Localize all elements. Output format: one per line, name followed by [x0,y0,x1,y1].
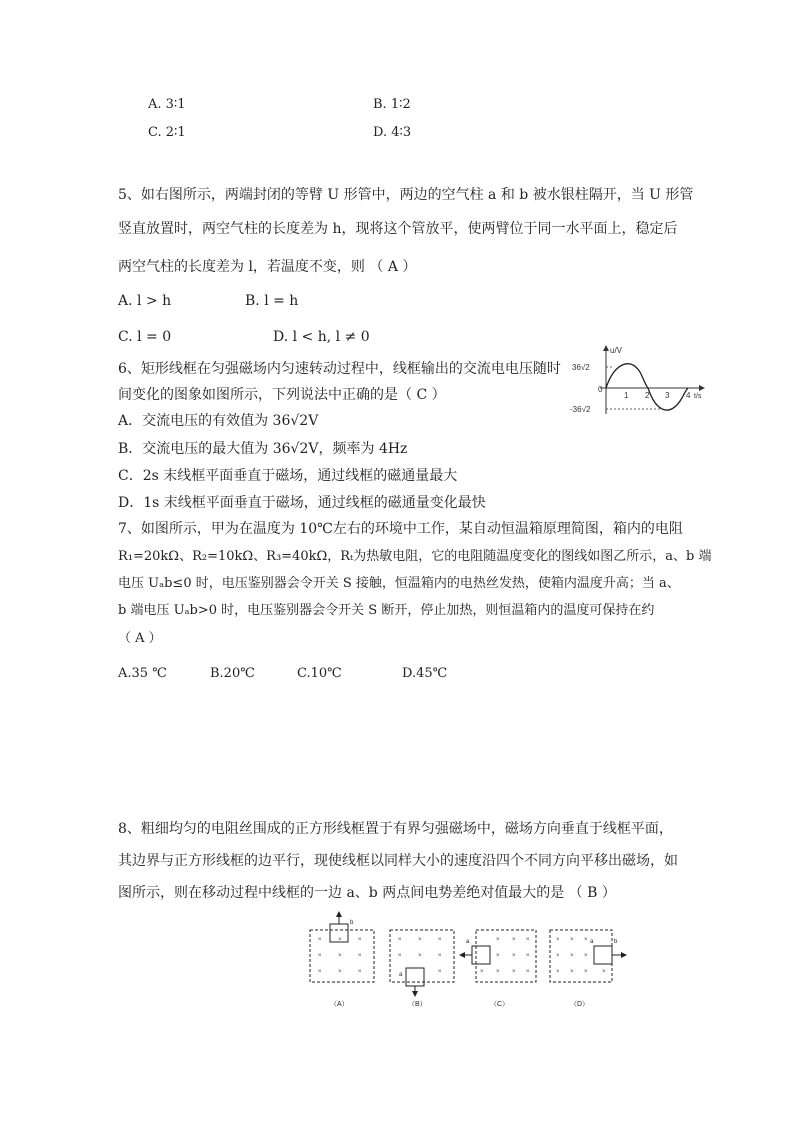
q7-stem-line3: 电压 Uₐb≤0 时，电压鉴别器会令开关 S 接触，恒温箱内的电热丝发热，使箱内温度升高；当 a、 [118,576,680,591]
svg-text:×: × [556,953,560,959]
q8-label-b: （B） [408,1001,427,1008]
q8-diagram-b [390,930,454,1008]
svg-text:×: × [512,953,516,959]
svg-text:×: × [602,969,606,975]
q7-option-b: B.20℃ [210,666,255,681]
q6-option-c: C．2s 末线框平面垂直于磁场，通过线框的磁通量最大 [118,468,458,484]
q4-option-c: C. 2∶1 [148,125,186,140]
q4-option-b: B. 1∶2 [373,97,411,112]
svg-text:×: × [556,937,560,943]
q6-option-d: D．1s 末线框平面垂直于磁场，通过线框的磁通量变化最快 [118,495,486,511]
q8-stem-line2: 其边界与正方形线框的边平行，现使线框以同样大小的速度沿四个不同方向平移出磁场，如 [118,853,678,869]
q8-c-point-a: a [466,939,470,945]
q6-option-a: A．交流电压的有效值为 36√2V [118,413,319,429]
q8-diagram-a [310,912,374,1008]
svg-text:×: × [526,969,530,975]
q5-option-d: D. l < h, l ≠ 0 [273,329,370,345]
q5-stem-line1: 5、如右图所示，两端封闭的等臂 U 形管中，两边的空气柱 a 和 b 被水银柱隔开，当 U 形管 [118,187,694,203]
q6-stem-line2: 间变化的图象如图所示，下列说法中正确的是（ C ） [118,387,446,403]
svg-text:×: × [512,969,516,975]
q7-option-c: C.10℃ [297,666,342,681]
q6-voltage-graph [570,342,710,418]
q8-diagram-c [460,930,536,1008]
graph-ylabel: u/V [610,346,623,355]
q6-option-b: B．交流电压的最大值为 36√2V，频率为 4Hz [118,441,408,457]
svg-text:×: × [398,937,402,943]
svg-text:×: × [584,953,588,959]
svg-text:×: × [438,937,442,943]
svg-text:×: × [338,937,342,943]
q8-diagrams [300,910,640,1014]
q4-option-d: D. 4∶3 [373,125,412,140]
svg-text:×: × [570,937,574,943]
q8-diagram-d [550,930,626,1008]
graph-tick-3: 3 [665,391,670,400]
graph-ymax-label: 36√2 [572,363,590,372]
svg-text:×: × [584,969,588,975]
svg-text:×: × [338,969,342,975]
graph-tick-1: 1 [624,391,629,400]
q7-stem-line2: R₁=20kΩ、R₂=10kΩ、R₃=40kΩ，Rₜ为热敏电阻，它的电阻随温度变化的图线如图乙所示，a、b 端 [118,549,712,564]
svg-text:×: × [526,953,530,959]
svg-text:×: × [496,969,500,975]
q7-stem-line1: 7、如图所示，甲为在温度为 10℃左右的环境中工作，某自动恒温箱原理简图，箱内的电阻 [118,521,683,537]
q7-option-a: A.35 ℃ [118,666,167,681]
graph-tick-4: 4 [686,391,691,400]
svg-text:×: × [418,937,422,943]
svg-text:×: × [570,969,574,975]
svg-text:×: × [556,969,560,975]
q7-option-d: D.45℃ [402,666,448,681]
svg-text:×: × [358,969,362,975]
graph-origin-label: 0 [598,385,603,394]
q8-d-point-a: a [590,939,594,945]
graph-ymin-label: -36√2 [570,405,591,414]
q5-stem-line2: 竖直放置时，两空气柱的长度差为 h，现将这个管放平，使两臂位于同一水平面上，稳定后 [118,221,678,237]
q7-stem-line5: （ A ） [118,631,162,646]
svg-text:×: × [358,937,362,943]
q8-b-point-a: a [399,972,403,978]
q8-label-d: （D） [570,1001,590,1008]
q5-option-c: C. l = 0 [118,329,172,345]
svg-text:×: × [584,937,588,943]
graph-xlabel: t/s [694,393,702,400]
q7-stem-line4: b 端电压 Uₐb>0 时，电压鉴别器会令开关 S 断开，停止加热，则恒温箱内的温度可保持在约 [118,603,655,618]
svg-text:×: × [512,937,516,943]
q8-stem-line3: 图所示，则在移动过程中线框的一边 a、b 两点间电势差绝对值最大的是 （ B ） [118,885,616,901]
svg-text:×: × [526,937,530,943]
q8-label-c: （C） [490,1001,510,1008]
svg-text:×: × [570,953,574,959]
svg-text:×: × [496,937,500,943]
svg-text:×: × [338,953,342,959]
svg-text:×: × [438,953,442,959]
svg-text:×: × [318,969,322,975]
q5-option-b: B. l = h [245,293,299,309]
svg-text:×: × [496,953,500,959]
svg-text:×: × [358,953,362,959]
svg-text:×: × [398,953,402,959]
q8-label-a: （A） [330,1001,349,1008]
q5-option-a: A. l > h [118,293,172,309]
graph-tick-2: 2 [645,391,650,400]
q8-a-point-b: b [350,920,354,926]
svg-text:×: × [480,969,484,975]
q8-stem-line1: 8、粗细均匀的电阻丝围成的正方形线框置于有界匀强磁场中，磁场方向垂直于线框平面， [118,821,673,837]
q5-stem-line3: 两空气柱的长度差为 l，若温度不变，则 （ A ） [118,259,417,275]
q4-option-a: A. 3∶1 [148,97,186,112]
svg-text:×: × [318,937,322,943]
q8-d-point-b: b [614,939,618,945]
graph-sine-curve [606,364,688,410]
q6-stem-line1: 6、矩形线框在匀强磁场内匀速转动过程中，线框输出的交流电电压随时 [118,361,561,377]
svg-text:×: × [418,953,422,959]
svg-text:×: × [318,953,322,959]
svg-text:×: × [438,969,442,975]
